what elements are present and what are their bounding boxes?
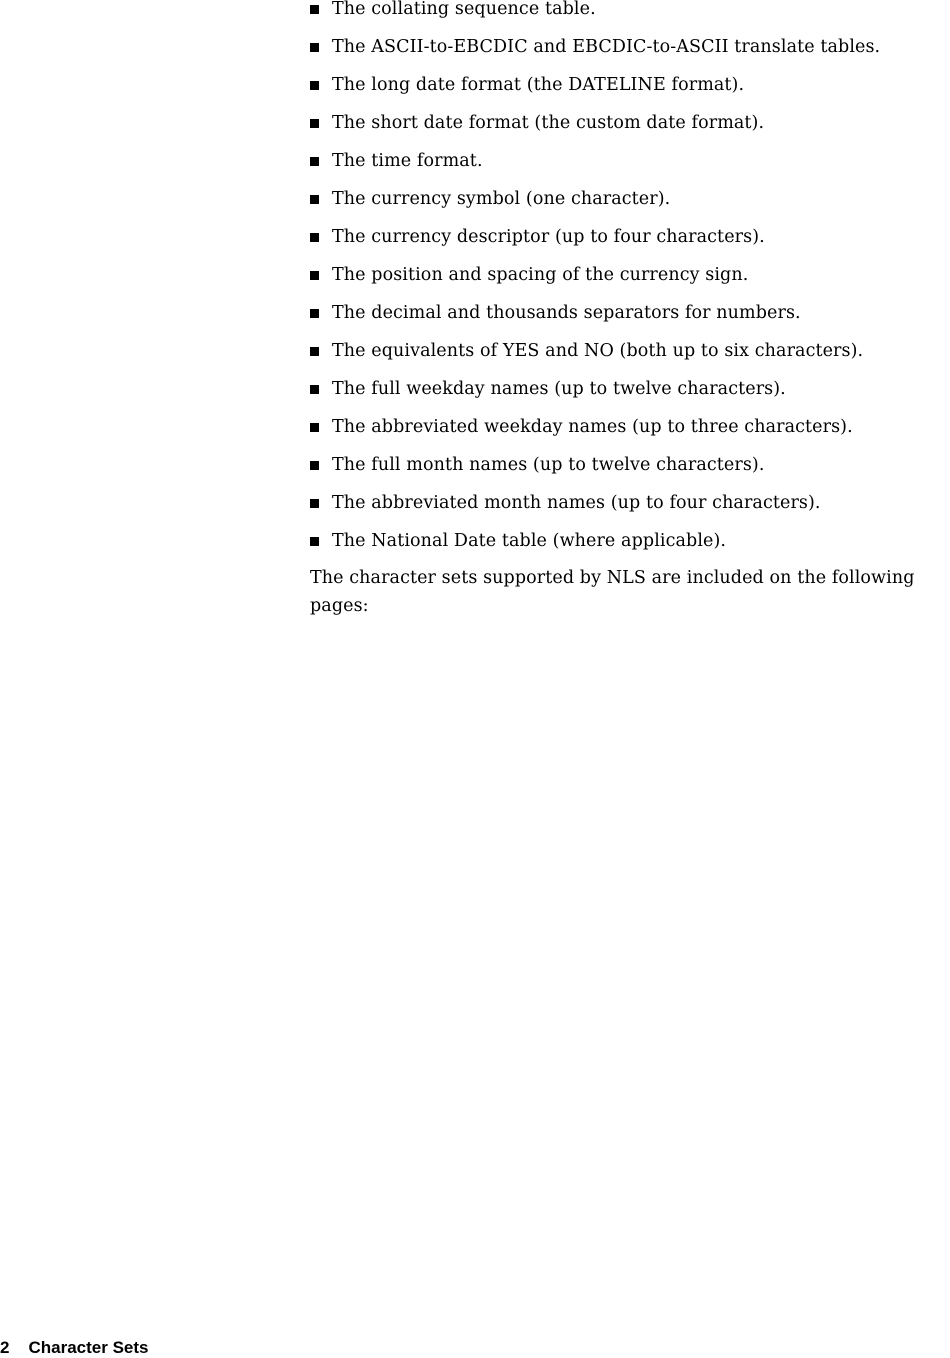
document-body [310, 0, 950, 625]
list-item [310, 113, 950, 151]
square-bullet-icon [310, 385, 319, 394]
square-bullet-icon [310, 347, 319, 356]
square-bullet-icon [310, 81, 319, 90]
square-bullet-icon [310, 43, 319, 52]
square-bullet-icon [310, 195, 319, 204]
list-item [310, 37, 950, 75]
square-bullet-icon [310, 537, 319, 546]
list-item [310, 0, 950, 37]
list-item [310, 75, 950, 113]
list-item-text: The collating sequence table. [332, 0, 596, 19]
list-item-text: The long date format (the DATELINE format). [332, 75, 745, 95]
square-bullet-icon [310, 461, 319, 470]
page-number: 2 [0, 1338, 10, 1357]
list-item-text: The time format. [332, 151, 483, 171]
list-item [310, 379, 950, 417]
list-item [310, 303, 950, 341]
list-item-text: The equivalents of YES and NO (both up to six characters). [332, 341, 864, 361]
list-item-text: The abbreviated month names (up to four characters). [332, 493, 821, 513]
square-bullet-icon [310, 119, 319, 128]
page-footer [0, 1338, 148, 1358]
list-item-text: The National Date table (where applicable). [332, 531, 727, 551]
list-item-text: The currency symbol (one character). [332, 189, 671, 209]
list-item [310, 151, 950, 189]
square-bullet-icon [310, 309, 319, 318]
square-bullet-icon [310, 499, 319, 508]
square-bullet-icon [310, 423, 319, 432]
section-title: Character Sets [28, 1338, 149, 1357]
list-item-text: The full month names (up to twelve characters). [332, 455, 765, 475]
list-item-text: The full weekday names (up to twelve characters). [332, 379, 786, 399]
list-item [310, 417, 950, 455]
list-item [310, 455, 950, 493]
list-item [310, 265, 950, 303]
list-item [310, 341, 950, 379]
list-item-text: The ASCII-to-EBCDIC and EBCDIC-to-ASCII translate tables. [332, 37, 881, 57]
body-paragraph: The character sets supported by NLS are included on the following pages: [310, 568, 915, 616]
list-item [310, 493, 950, 531]
list-item-text: The position and spacing of the currency sign. [332, 265, 749, 285]
square-bullet-icon [310, 5, 319, 14]
square-bullet-icon [310, 271, 319, 280]
bullet-list [310, 0, 950, 569]
list-item-text: The currency descriptor (up to four characters). [332, 227, 765, 247]
square-bullet-icon [310, 157, 319, 166]
list-item-text: The abbreviated weekday names (up to three characters). [332, 417, 853, 437]
list-item [310, 227, 950, 265]
list-item [310, 189, 950, 227]
list-item-text: The decimal and thousands separators for numbers. [332, 303, 801, 323]
list-item-text: The short date format (the custom date format). [332, 113, 765, 133]
square-bullet-icon [310, 233, 319, 242]
